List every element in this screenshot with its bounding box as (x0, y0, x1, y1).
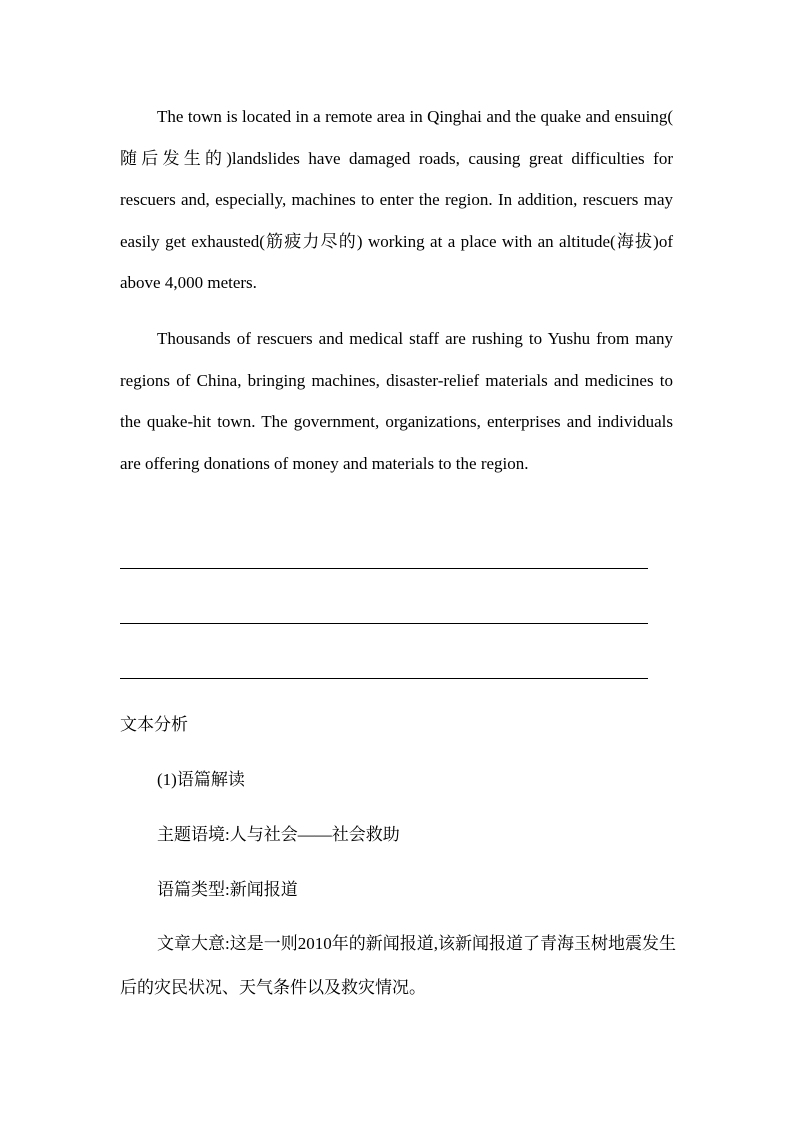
article-summary: 文章大意:这是一则2010年的新闻报道,该新闻报道了青海玉树地震发生后的灾民状况、天气条件以及救灾情况。 (120, 934, 676, 997)
article-paragraph-1: The town is located in a remote area in Qinghai and the quake and ensuing( 随后发生的)landslides have damaged roads, causing great difficulties for rescuers and, especially, machines to enter the region. In addition, rescuers may easily get exhausted(筋疲力尽的) working at a place with an altitude(海拔)of above 4,000 meters. (120, 107, 673, 293)
theme-context: 主题语境:人与社会——社会救助 (157, 825, 400, 844)
discourse-type: 语篇类型:新闻报道 (157, 880, 298, 899)
answer-line-1 (120, 568, 648, 569)
article-paragraph-2: Thousands of rescuers and medical staff are rushing to Yushu from many regions of China, bringing machines, disaster-relief materials and medicines to the quake-hit town. The government, organizations, enterprises and individuals are offering donations of money and materials to the region. (120, 329, 673, 473)
section-heading-text-analysis: 文本分析 (120, 715, 188, 734)
answer-line-3 (120, 678, 648, 679)
subheading-discourse-reading: (1)语篇解读 (157, 770, 245, 789)
answer-line-2 (120, 623, 648, 624)
